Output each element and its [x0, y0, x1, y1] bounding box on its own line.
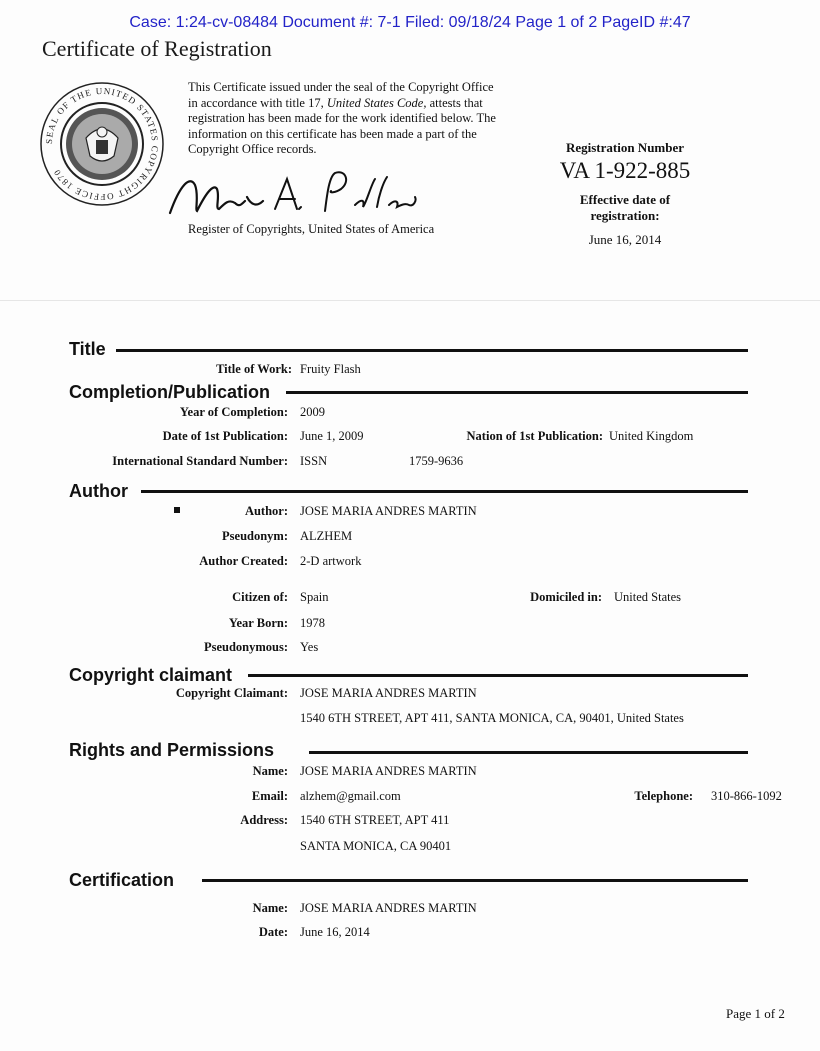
certification-date-label: Date:	[258, 925, 288, 939]
rights-address-line2: SANTA MONICA, CA 90401	[300, 839, 452, 853]
certification-name-value: JOSE MARIA ANDRES MARTIN	[300, 901, 477, 915]
nation-of-publication-value: United Kingdom	[609, 429, 694, 443]
rights-telephone-label: Telephone:	[634, 789, 693, 803]
citizen-value: Spain	[300, 590, 329, 604]
author-created-value: 2-D artwork	[300, 554, 362, 568]
section-rule	[309, 751, 748, 754]
copyright-claimant-address: 1540 6TH STREET, APT 411, SANTA MONICA, CA, 90401, United States	[300, 711, 684, 725]
isn-value: 1759-9636	[409, 454, 464, 468]
isn-type: ISSN	[300, 454, 328, 468]
title-of-work-label: Title of Work:	[216, 362, 292, 376]
registration-block	[540, 140, 710, 248]
registration-number-label: Registration Number	[565, 140, 685, 155]
domiciled-label: Domiciled in:	[530, 590, 602, 604]
copyright-office-seal-icon	[38, 80, 166, 208]
author-value: JOSE MARIA ANDRES MARTIN	[300, 504, 477, 518]
first-publication-label: Date of 1st Publication:	[162, 429, 288, 443]
citizen-label: Citizen of:	[232, 590, 288, 604]
first-publication-value: June 1, 2009	[300, 429, 364, 443]
rights-email-value: alzhem@gmail.com	[300, 789, 401, 803]
section-rule	[202, 879, 748, 882]
certification-name-label: Name:	[252, 901, 288, 915]
copyright-claimant-label: Copyright Claimant:	[175, 686, 288, 700]
pseudonymous-label: Pseudonymous:	[203, 640, 288, 654]
year-born-value: 1978	[300, 616, 325, 630]
section-claimant-heading: Copyright claimant	[69, 665, 233, 685]
rights-telephone-value: 310-866-1092	[711, 789, 782, 803]
section-rule	[141, 490, 748, 493]
rights-address-line1: 1540 6TH STREET, APT 411	[300, 813, 450, 827]
svg-text:SEAL OF THE UNITED STATES COPY: SEAL OF THE UNITED STATES COPYRIGHT OFFICE 1870	[43, 85, 161, 203]
title-of-work-value: Fruity Flash	[300, 362, 361, 376]
rights-name-label: Name:	[252, 764, 288, 778]
section-certification-heading: Certification	[69, 870, 175, 890]
year-of-completion-value: 2009	[300, 405, 325, 419]
year-of-completion-label: Year of Completion:	[179, 405, 288, 419]
effective-date: June 16, 2014	[588, 232, 662, 247]
pseudonymous-value: Yes	[300, 640, 319, 654]
rights-name-value: JOSE MARIA ANDRES MARTIN	[300, 764, 477, 778]
isn-label: International Standard Number:	[112, 454, 288, 468]
rights-address-label: Address:	[240, 813, 288, 827]
page-number: Page 1 of 2	[726, 1006, 785, 1021]
case-header: Case: 1:24-cv-08484 Document #: 7-1 Filed: 09/18/24 Page 1 of 2 PageID #:47	[129, 14, 691, 31]
domiciled-value: United States	[614, 590, 682, 604]
author-label: Author:	[244, 504, 288, 518]
register-line: Register of Copyrights, United States of America	[188, 222, 435, 236]
certificate-title: Certificate of Registration	[42, 36, 272, 61]
certification-date-value: June 16, 2014	[300, 925, 370, 939]
author-created-label: Author Created:	[199, 554, 288, 568]
copyright-claimant-value: JOSE MARIA ANDRES MARTIN	[300, 686, 477, 700]
page-fold-line	[0, 300, 820, 301]
section-title-heading: Title	[69, 339, 106, 359]
nation-of-publication-label: Nation of 1st Publication:	[466, 429, 603, 443]
section-rights-heading: Rights and Permissions	[69, 740, 275, 760]
rights-email-label: Email:	[251, 789, 288, 803]
effective-date-label: Effective date of registration:	[579, 192, 671, 223]
section-rule	[248, 674, 748, 677]
section-author-heading: Author	[69, 481, 128, 501]
section-rule	[286, 391, 748, 394]
section-rule	[116, 349, 748, 352]
pseudonym-value: ALZHEM	[300, 529, 353, 543]
register-signature	[165, 165, 425, 220]
certificate-intro: This Certificate issued under the seal of the Copyright Office in accordance with title 17, United States Code, attests that registration has been made for the work identified below. The information on this certificate has been made a part of the Copyright Office records.	[188, 80, 496, 156]
registration-number: VA 1-922-885	[559, 158, 691, 183]
year-born-label: Year Born:	[228, 616, 288, 630]
section-completion-heading: Completion/Publication	[69, 382, 270, 402]
pseudonym-label: Pseudonym:	[222, 529, 288, 543]
